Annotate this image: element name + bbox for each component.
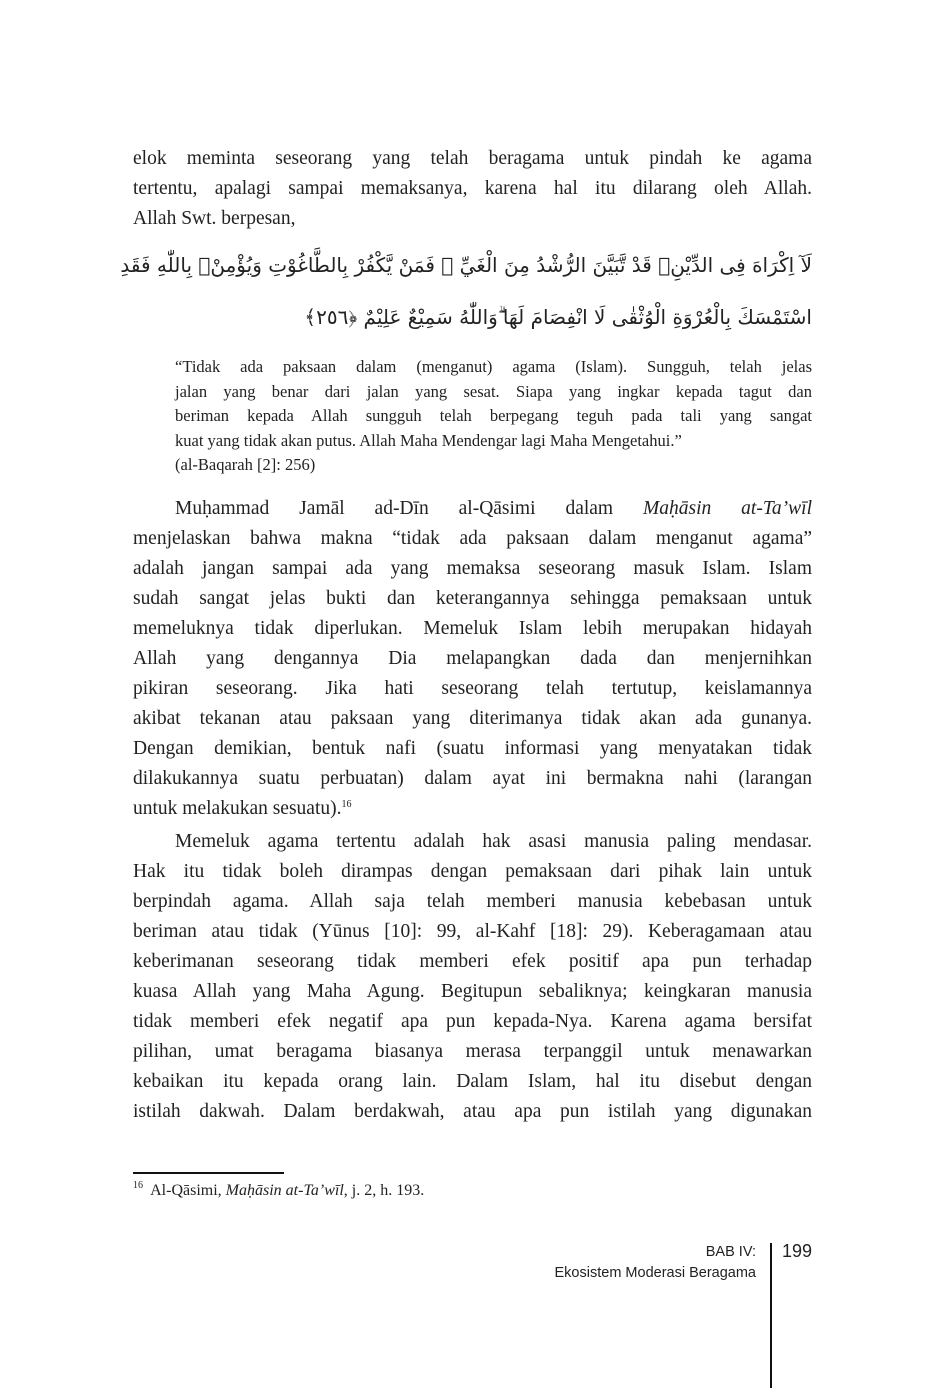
footnote-divider: [133, 1172, 284, 1174]
arabic-line: اسْتَمْسَكَ بِالْعُرْوَةِ الْوُثْقٰى لَا انْفِصَامَ لَهَا ۗوَاللّٰهُ سَمِيْعٌ عَلِيْمٌ ﴿٢٥٦﴾: [304, 305, 812, 329]
text-line: Allah Swt. berpesan,: [133, 208, 296, 229]
text-line: beriman kepada Allah sungguh telah berpegang teguh pada tali yang sangat: [175, 406, 812, 425]
footnote-title: Maḥāsin at-Ta’wīl: [225, 1182, 344, 1199]
text-line: “Tidak ada paksaan dalam (menganut) agama (Islam). Sungguh, telah jelas: [175, 357, 812, 376]
text-line: tertentu, apalagi sampai memaksanya, karena hal itu dilarang oleh Allah.: [133, 178, 812, 199]
book-title: Maḥāsin at-Ta’wīl: [643, 498, 812, 519]
footnote-location: , j. 2, h. 193.: [343, 1182, 425, 1199]
line-text: Muḥammad Jamāl ad-Dīn al-Qāsimi dalam: [175, 498, 614, 519]
text-line: kuat yang tidak akan putus. Allah Maha Mendengar lagi Maha Mengetahui.”: [175, 430, 682, 450]
arabic-line: لَآ اِكْرَاهَ فِى الدِّيْنِۗ قَدْ تَّبَيَّنَ الرُّشْدُ مِنَ الْغَيِّ ۚ فَمَنْ يَّكْفُرْ بِالطَّاغُوْتِ وَيُؤْمِنْۢ بِاللّٰهِ فَقَدِ: [120, 253, 812, 277]
text-line: Dengan demikian, bentuk nafi (suatu informasi yang menyatakan tidak: [133, 738, 812, 759]
text-line: adalah jangan sampai ada yang memaksa seseorang masuk Islam. Islam: [133, 558, 812, 579]
text-line: menjelaskan bahwa makna “tidak ada paksaan dalam menganut agama”: [133, 528, 812, 549]
chapter-title: Ekosistem Moderasi Beragama: [554, 1265, 756, 1281]
text-line: kuasa Allah yang Maha Agung. Begitupun sebaliknya; keingkaran manusia: [133, 981, 812, 1002]
text-line: pilihan, umat beragama biasanya merasa terpanggil untuk menawarkan: [133, 1041, 812, 1062]
text-line: [133, 794, 812, 824]
text-line: beriman atau tidak (Yūnus [10]: 99, al-Kahf [18]: 29). Keberagamaan atau: [133, 921, 812, 942]
footnote-number: 16: [133, 1180, 143, 1191]
text-line: Allah yang dengannya Dia melapangkan dada dan menjernihkan: [133, 648, 812, 669]
line-text: untuk melakukan sesuatu).: [133, 798, 342, 819]
text-line: pikiran seseorang. Jika hati seseorang telah tertutup, keislamannya: [133, 678, 812, 699]
text-line: tidak memberi efek negatif apa pun kepada-Nya. Karena agama bersifat: [133, 1011, 812, 1032]
text-line: berpindah agama. Allah saja telah memberi manusia kebebasan untuk: [133, 891, 812, 912]
footnote-reference[interactable]: 16: [341, 799, 352, 810]
text-line: istilah dakwah. Dalam berdakwah, atau apa pun istilah yang digunakan: [133, 1101, 812, 1122]
text-line: dilakukannya suatu perbuatan) dalam ayat ini bermakna nahi (larangan: [133, 768, 812, 789]
text-line: keberimanan seseorang tidak memberi efek positif apa pun terhadap: [133, 951, 812, 972]
text-line: [175, 494, 812, 524]
running-footer: [500, 1242, 756, 1284]
text-line: Hak itu tidak boleh dirampas dengan pemaksaan dari pihak lain untuk: [133, 861, 812, 882]
text-line: Memeluk agama tertentu adalah hak asasi manusia paling mendasar.: [175, 831, 812, 852]
text-line: elok meminta seseorang yang telah beragama untuk pindah ke agama: [133, 148, 812, 169]
text-line: (al-Baqarah [2]: 256): [175, 455, 316, 474]
text-line: kebaikan itu kepada orang lain. Dalam Islam, hal itu disebut dengan: [133, 1071, 812, 1092]
text-line: akibat tekanan atau paksaan yang diterimanya tidak akan ada gunanya.: [133, 708, 812, 729]
footnote: [133, 1180, 424, 1202]
footer-divider: [770, 1243, 772, 1388]
footnote-author: Al-Qāsimi,: [150, 1182, 226, 1199]
text-line: sudah sangat jelas bukti dan keterangannya sehingga pemaksaan untuk: [133, 588, 812, 609]
text-line: memeluknya tidak diperlukan. Memeluk Islam lebih merupakan hidayah: [133, 618, 812, 639]
text-line: jalan yang benar dari jalan yang sesat. Siapa yang ingkar kepada tagut dan: [175, 381, 812, 401]
page-number: 199: [782, 1241, 813, 1261]
chapter-label: BAB IV:: [705, 1244, 756, 1260]
